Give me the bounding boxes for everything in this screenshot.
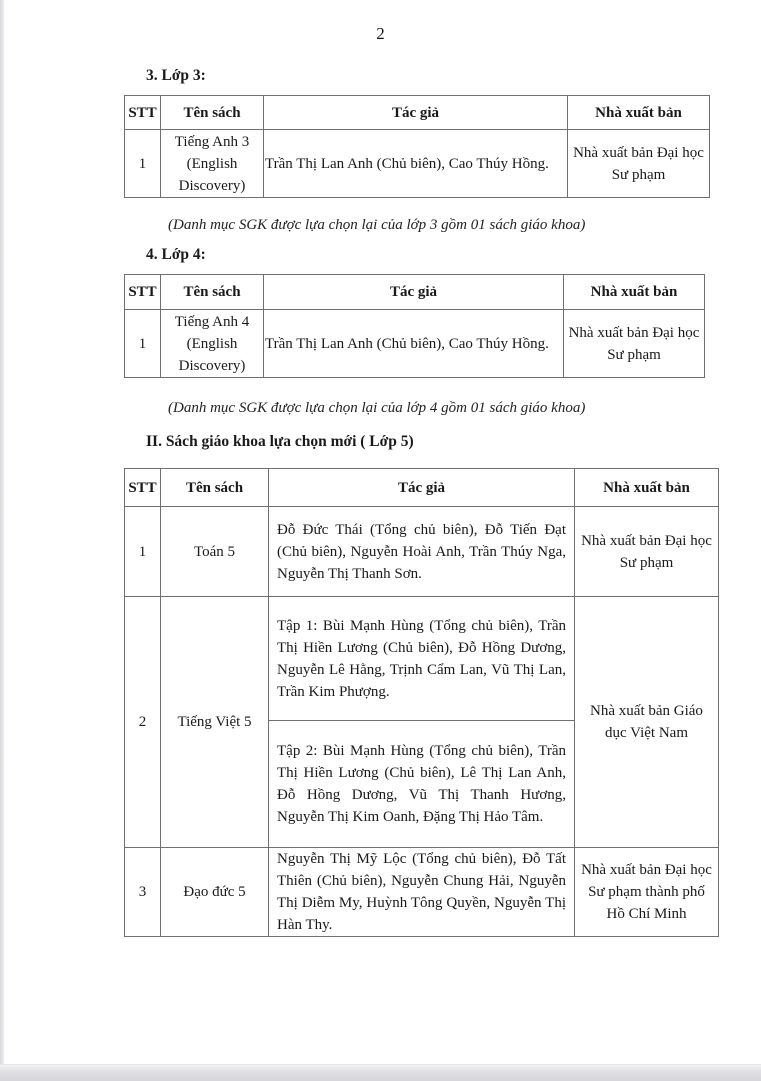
cell-stt: 1 — [125, 310, 161, 378]
cell-authors: Trần Thị Lan Anh (Chủ biên), Cao Thúy Hồng. — [264, 310, 564, 378]
cell-authors: Đỗ Đức Thái (Tổng chủ biên), Đỗ Tiến Đạt (Chủ biên), Nguyễn Hoài Anh, Trần Thúy Nga, Nguyễn Thị Thanh Sơn. — [269, 507, 575, 597]
table-row — [125, 130, 710, 198]
section-heading-grade-3: 3. Lớp 3: — [146, 67, 206, 84]
cell-authors: Nguyễn Thị Mỹ Lộc (Tổng chủ biên), Đỗ Tất Thiên (Chủ biên), Nguyễn Chung Hải, Nguyễn Thị Diễm My, Huỳnh Tông Quyền, Nguyễn Thị Hàn Thy. — [269, 848, 575, 937]
table-row — [125, 597, 719, 721]
table-header-row — [125, 275, 705, 310]
table-grade-3 — [124, 95, 710, 198]
table-grade-4 — [124, 274, 705, 378]
cell-stt: 3 — [125, 848, 161, 937]
cell-stt: 1 — [125, 130, 161, 198]
cell-book-title: Tiếng Việt 5 — [161, 597, 269, 848]
cell-publisher: Nhà xuất bản Đại học Sư phạm thành phố Hồ Chí Minh — [575, 848, 719, 937]
note-grade-3: (Danh mục SGK được lựa chọn lại của lớp 3 gồm 01 sách giáo khoa) — [168, 217, 586, 233]
page-number: 2 — [376, 24, 385, 43]
section-heading-new-textbooks: II. Sách giáo khoa lựa chọn mới ( Lớp 5) — [146, 433, 414, 450]
cell-authors: Trần Thị Lan Anh (Chủ biên), Cao Thúy Hồng. — [264, 130, 568, 198]
column-header-title: Tên sách — [161, 96, 264, 130]
cell-book-title: Tiếng Anh 3 (English Discovery) — [161, 130, 264, 198]
column-header-title: Tên sách — [161, 469, 269, 507]
cell-stt: 2 — [125, 597, 161, 848]
cell-book-title: Toán 5 — [161, 507, 269, 597]
table-header-row — [125, 469, 719, 507]
column-header-authors: Tác giả — [264, 96, 568, 130]
cell-publisher: Nhà xuất bản Giáo dục Việt Nam — [575, 597, 719, 848]
column-header-authors: Tác giả — [264, 275, 564, 310]
cell-book-title: Tiếng Anh 4 (English Discovery) — [161, 310, 264, 378]
column-header-publisher: Nhà xuất bản — [568, 96, 710, 130]
column-header-stt: STT — [125, 469, 161, 507]
cell-publisher: Nhà xuất bản Đại học Sư phạm — [575, 507, 719, 597]
cell-stt: 1 — [125, 507, 161, 597]
bottom-scroll-bar — [0, 1064, 761, 1081]
table-row — [125, 848, 719, 937]
column-header-publisher: Nhà xuất bản — [564, 275, 705, 310]
table-new-textbooks — [124, 468, 719, 937]
cell-authors-volume-2: Tập 2: Bùi Mạnh Hùng (Tổng chủ biên), Trần Thị Hiền Lương (Chủ biên), Lê Thị Lan Anh, Đỗ Hồng Dương, Vũ Thị Thanh Hương, Nguyễn Thị Kim Oanh, Đặng Thị Hảo Tâm. — [269, 721, 575, 848]
cell-publisher: Nhà xuất bản Đại học Sư phạm — [568, 130, 710, 198]
section-heading-grade-4: 4. Lớp 4: — [146, 246, 206, 263]
cell-publisher: Nhà xuất bản Đại học Sư phạm — [564, 310, 705, 378]
column-header-stt: STT — [125, 96, 161, 130]
column-header-publisher: Nhà xuất bản — [575, 469, 719, 507]
table-row — [125, 310, 705, 378]
note-grade-4: (Danh mục SGK được lựa chọn lại của lớp 4 gồm 01 sách giáo khoa) — [168, 400, 586, 416]
table-row — [125, 507, 719, 597]
column-header-title: Tên sách — [161, 275, 264, 310]
column-header-stt: STT — [125, 275, 161, 310]
page-left-edge — [0, 0, 4, 1065]
table-header-row — [125, 96, 710, 130]
cell-authors-volume-1: Tập 1: Bùi Mạnh Hùng (Tổng chủ biên), Trần Thị Hiền Lương (Chủ biên), Đỗ Hồng Dương, Nguyễn Lê Hằng, Trịnh Cẩm Lan, Vũ Thị Lan, Trần Kim Phượng. — [269, 597, 575, 721]
column-header-authors: Tác giả — [269, 469, 575, 507]
cell-book-title: Đạo đức 5 — [161, 848, 269, 937]
